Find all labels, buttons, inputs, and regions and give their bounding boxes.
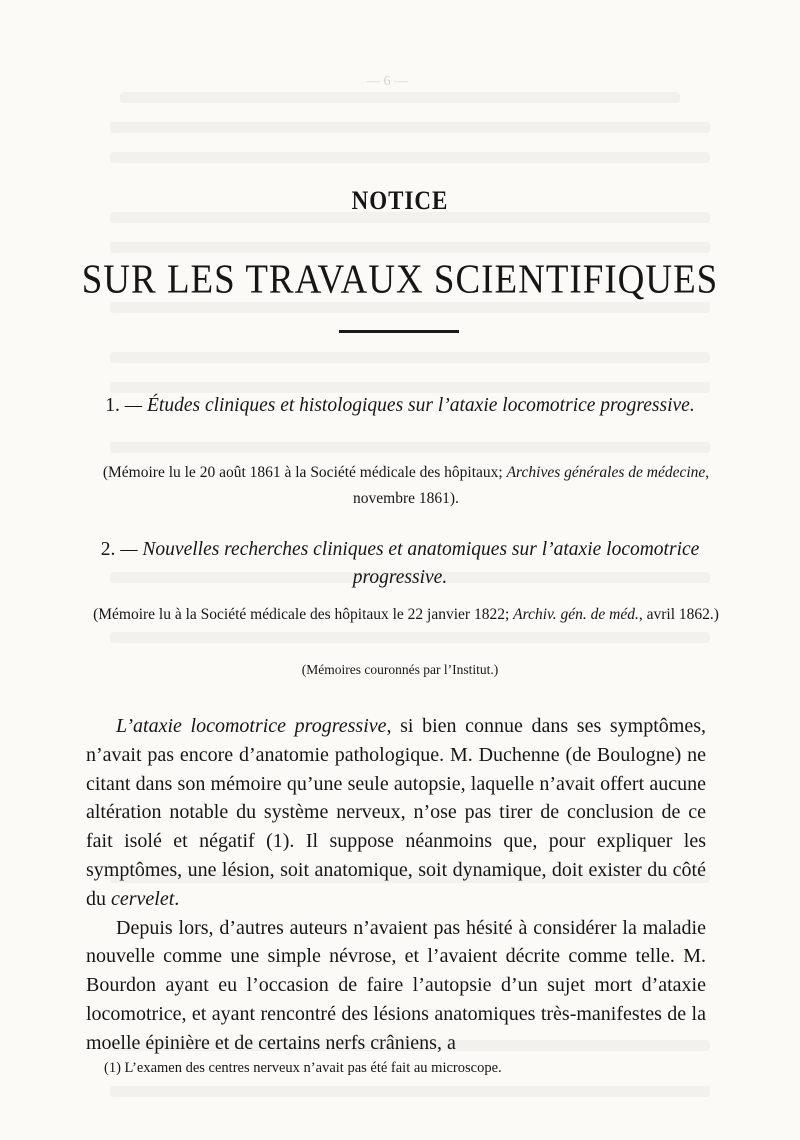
paragraph-1-text: , si bien connue dans ses symptômes, n’avait pas encore d’anatomie pathologique. M. Duchenne (de Boulogne) ne citant dans son mémoire qu’une seule autopsie, laquelle n’avait offert aucune altération notable du système nerveux, n’ose pas tirer de conclusion de ce fait isolé et négatif (1). Il suppose néanmoins que, pour expliquer les symptômes, une lésion, soit anatomique, soit dynamique, doit exister du côté du: [86, 715, 706, 910]
notice-title: NOTICE: [351, 186, 449, 215]
entry-1-reference: [86, 460, 726, 512]
paragraph-2: Depuis lors, d’autres auteurs n’avaient pas hésité à considérer la maladie nouvelle comme une simple névrose, et l’avaient décrite comme telle. M. Bourdon ayant eu l’occasion de faire l’autopsie d’un sujet mort d’ataxie locomotrice, et ayant rencontré des lésions anatomiques très-manifestes de la moelle épinière et de certains nerfs crâniens, a: [86, 916, 706, 1054]
entry-2-title: [80, 536, 720, 592]
entry-2-number: 2.: [100, 539, 116, 560]
entry-1-title: [80, 392, 720, 420]
body-text: [86, 712, 706, 1058]
footnote: (1) L’examen des centres nerveux n’avait pas été fait au microscope.: [104, 1060, 502, 1076]
paragraph-1: [86, 712, 706, 914]
entry-1-title-text: — Études cliniques et histologiques sur l’ataxie locomotrice progressive.: [124, 395, 695, 416]
entry-1-ref-suffix: , novembre 1861).: [353, 464, 710, 507]
page-number: — 6 —: [366, 74, 408, 89]
entry-2-ref-prefix: (Mémoire lu à la Société médicale des hôpitaux le 22 janvier 1822;: [93, 606, 510, 623]
main-title: SUR LES TRAVAUX SCIENTIFIQUES: [81, 256, 719, 303]
entry-2-ref-suffix: , avril 1862.): [638, 606, 719, 623]
entry-1-number: 1.: [105, 395, 120, 416]
entry-1-ref-journal: Archives générales de médecine: [506, 464, 706, 481]
paragraph-1-end: .: [174, 887, 180, 910]
paragraph-1-lead: L’ataxie locomotrice progressive: [116, 715, 387, 737]
entry-2-ref-journal: Archiv. gén. de méd.: [513, 606, 639, 623]
crowned-note: (Mémoires couronnés par l’Institut.): [301, 662, 499, 677]
entry-1-ref-prefix: (Mémoire lu le 20 août 1861 à la Société médicale des hôpitaux;: [102, 464, 503, 481]
title-divider: [339, 330, 459, 333]
entry-2-title-text: — Nouvelles recherches cliniques et anatomiques sur l’ataxie locomotrice progressive.: [120, 539, 700, 588]
paragraph-1-cervelet: cervelet: [111, 887, 175, 910]
entry-2-reference: [86, 602, 726, 628]
